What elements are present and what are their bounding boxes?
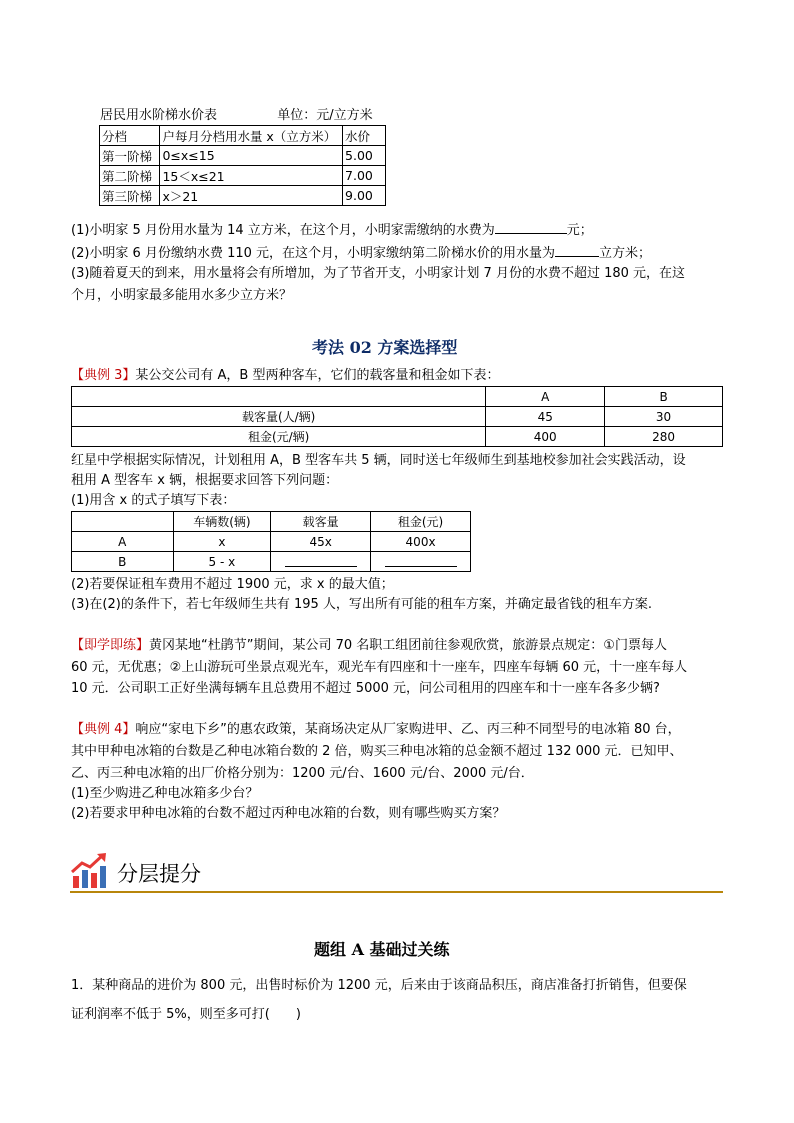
table-cell: B: [72, 552, 174, 572]
fill-in-table: [71, 511, 471, 572]
table-cell: 0≤x≤15: [160, 146, 343, 166]
table-cell: x: [173, 532, 271, 552]
chart-growth-icon: [70, 852, 108, 890]
answer-blank: [385, 553, 457, 567]
table-header: 分档: [100, 126, 160, 146]
example-3-para-line2: 租用 A 型客车 x 辆，根据要求回答下列问题：: [71, 473, 339, 488]
table-cell: 第二阶梯: [100, 166, 160, 186]
table-cell: 400x: [371, 532, 471, 552]
table-cell: A: [72, 532, 174, 552]
table-header: A: [486, 387, 605, 407]
table-row: [72, 532, 471, 552]
water-table-caption: 居民用水阶梯水价表 单位：元/立方米: [100, 108, 373, 123]
table-cell: 第三阶梯: [100, 186, 160, 206]
answer-cell: [371, 552, 471, 572]
table-row: [72, 552, 471, 572]
practice-line2: 60 元，无优惠；②上山游玩可坐景点观光车，观光车有四座和十一座车，四座车每辆 60 元，十一座车每人: [71, 660, 688, 675]
example-4-sub-2: (2)若要求甲种电冰箱的台数不超过丙种电冰箱的台数，则有哪些购买方案？: [71, 806, 506, 821]
table-row: [100, 146, 386, 166]
bus-table: [71, 386, 723, 447]
table-cell: 7.00: [343, 166, 386, 186]
table-cell: 45x: [271, 532, 371, 552]
example-4-line1: 【典例 4】响应“家电下乡”的惠农政策，某商场决定从厂家购进甲、乙、丙三种不同型号的电冰箱 80 台，: [71, 722, 681, 737]
group-heading: 题组 A 基础过关练: [314, 940, 450, 959]
table-cell: 5 - x: [173, 552, 271, 572]
table-row: [72, 387, 723, 407]
table-header: 户每月分档用水量 x（立方米）: [160, 126, 343, 146]
table-cell: 9.00: [343, 186, 386, 206]
practice-tag: 【即学即练】: [71, 638, 150, 653]
table-row: [100, 126, 386, 146]
table-cell: 5.00: [343, 146, 386, 166]
answer-blank: [495, 220, 567, 234]
table-header: 租金(元): [371, 512, 471, 532]
table-cell: 400: [486, 427, 605, 447]
table-header: [72, 387, 486, 407]
table-row: [72, 512, 471, 532]
water-question-2: (2)小明家 6 月份缴纳水费 110 元，在这个月，小明家缴纳第二阶梯水价的用水量为 立方米；: [71, 243, 651, 263]
table-header: B: [605, 387, 723, 407]
water-question-1: (1)小明家 5 月份用水量为 14 立方米，在这个月，小明家需缴纳的水费为 元；: [71, 220, 593, 240]
question-1-line1: 1．某种商品的进价为 800 元，出售时标价为 1200 元，后来由于该商品积压，商店准备打折销售，但要保: [71, 978, 687, 993]
table-header: 车辆数(辆): [173, 512, 271, 532]
practice-line3: 10 元．公司职工正好坐满每辆车且总费用不超过 5000 元，问公司租用的四座车和十一座车各多少辆?: [71, 681, 660, 696]
table-cell: x＞21: [160, 186, 343, 206]
table-cell: 第一阶梯: [100, 146, 160, 166]
practice-line1: 【即学即练】黄冈某地“杜鹃节”期间，某公司 70 名职工组团前往参观欣赏，旅游景点规定：①门票每人: [71, 638, 667, 653]
example-4-line2: 其中甲种电冰箱的台数是乙种电冰箱台数的 2 倍，购买三种电冰箱的总金额不超过 132 000 元．已知甲、: [71, 744, 683, 759]
table-row: [100, 186, 386, 206]
table-cell: 载客量(人/辆): [72, 407, 486, 427]
example-3-sub-3: (3)在(2)的条件下，若七年级师生共有 195 人，写出所有可能的租车方案，并确定最省钱的租车方案.: [71, 597, 653, 612]
table-header: [72, 512, 174, 532]
table-row: [100, 166, 386, 186]
answer-cell: [271, 552, 371, 572]
example-3-sub-2: (2)若要保证租车费用不超过 1900 元，求 x 的最大值；: [71, 577, 394, 592]
example-tag: 【典例 4】: [71, 722, 136, 737]
example-4-line3: 乙、丙三种电冰箱的出厂价格分别为：1200 元/台、1600 元/台、2000 元/台．: [71, 766, 534, 781]
table-row: [72, 427, 723, 447]
answer-blank: [555, 243, 599, 257]
example-3-para-line1: 红星中学根据实际情况，计划租用 A，B 型客车共 5 辆，同时送七年级师生到基地校参加社会实践活动，设: [71, 453, 686, 468]
table-cell: 租金(元/辆): [72, 427, 486, 447]
example-tag: 【典例 3】: [71, 368, 136, 383]
water-question-3-line1: (3)随着夏天的到来，用水量将会有所增加，为了节省开支，小明家计划 7 月份的水费不超过 180 元，在这: [71, 266, 686, 281]
answer-blank: [285, 553, 357, 567]
table-header: 水价: [343, 126, 386, 146]
table-cell: 15＜x≤21: [160, 166, 343, 186]
example-3-intro: 【典例 3】某公交公司有 A，B 型两种客车，它们的载客量和租金如下表：: [71, 368, 500, 383]
example-4-sub-1: (1)至少购进乙种电冰箱多少台？: [71, 786, 259, 801]
question-1-line2: 证利润率不低于 5%，则至多可打( ): [71, 1007, 301, 1022]
table-cell: 30: [605, 407, 723, 427]
table-cell: 45: [486, 407, 605, 427]
example-3-sub-1: (1)用含 x 的式子填写下表：: [71, 493, 236, 508]
section-title: 分层提分: [117, 862, 201, 886]
section-rule: [70, 891, 723, 893]
table-cell: 280: [605, 427, 723, 447]
water-question-3-line2: 个月，小明家最多能用水多少立方米？: [71, 288, 293, 303]
water-tier-table: [99, 125, 386, 206]
table-row: [72, 407, 723, 427]
method-heading: 考法 02 方案选择型: [312, 338, 458, 357]
table-header: 载客量: [271, 512, 371, 532]
